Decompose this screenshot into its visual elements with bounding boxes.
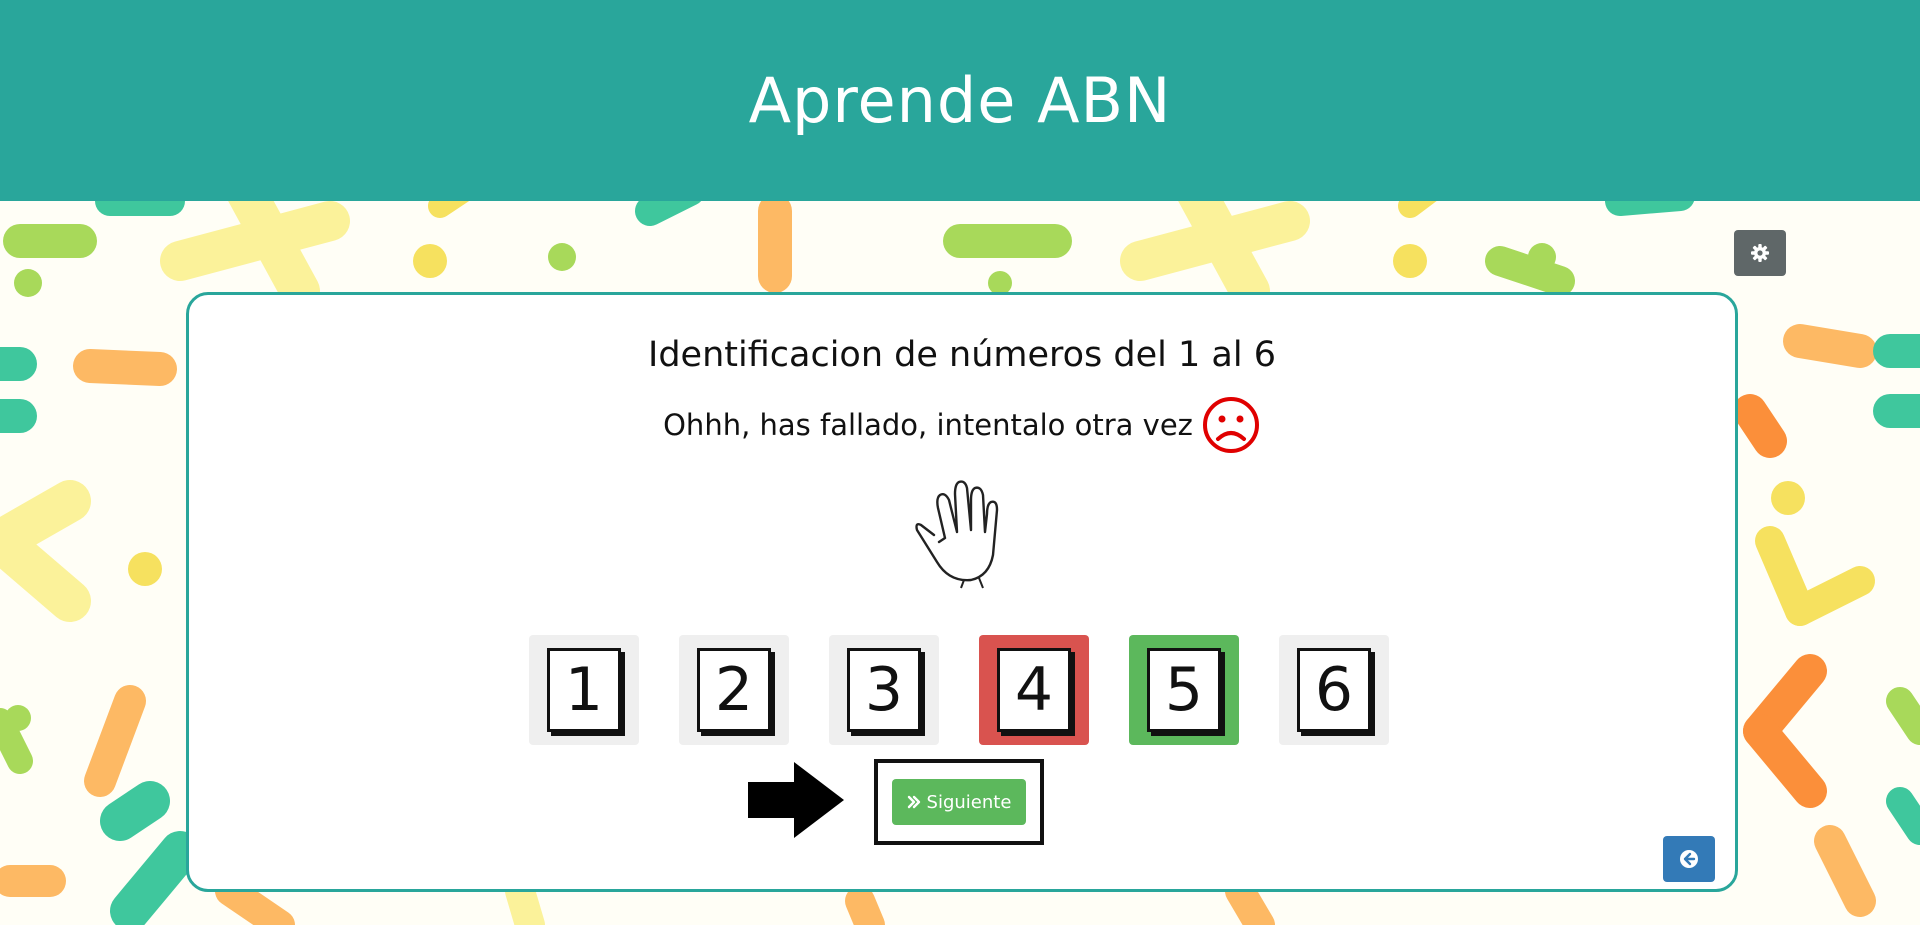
option-1[interactable] [529, 635, 639, 745]
sad-face-icon [1201, 395, 1261, 455]
option-3[interactable] [829, 635, 939, 745]
option-5[interactable] [1129, 635, 1239, 745]
option-6[interactable] [1279, 635, 1389, 745]
option-label: 5 [1147, 648, 1221, 732]
next-button-label: Siguiente [926, 791, 1012, 813]
option-label: 4 [997, 648, 1071, 732]
exercise-title: Identificacion de números del 1 al 6 [648, 335, 1276, 375]
app-header [0, 0, 1920, 201]
option-4[interactable] [979, 635, 1089, 745]
back-button[interactable] [1663, 836, 1715, 882]
option-label: 3 [847, 648, 921, 732]
option-label: 2 [697, 648, 771, 732]
next-button-frame [874, 759, 1044, 845]
arrow-right-icon [746, 760, 846, 840]
option-label: 6 [1297, 648, 1371, 732]
feedback-message [189, 395, 1735, 455]
gear-icon [1750, 243, 1770, 263]
exercise-card [186, 292, 1738, 892]
double-chevron-right-icon [907, 795, 921, 809]
hand-five-fingers-icon [909, 480, 1009, 590]
settings-button[interactable] [1734, 230, 1786, 276]
option-2[interactable] [679, 635, 789, 745]
next-button[interactable] [892, 779, 1026, 825]
option-label: 1 [547, 648, 621, 732]
feedback-text: Ohhh, has fallado, intentalo otra vez [663, 408, 1193, 442]
arrow-circle-left-icon [1679, 849, 1699, 869]
app-title: Aprende ABN [748, 64, 1172, 137]
